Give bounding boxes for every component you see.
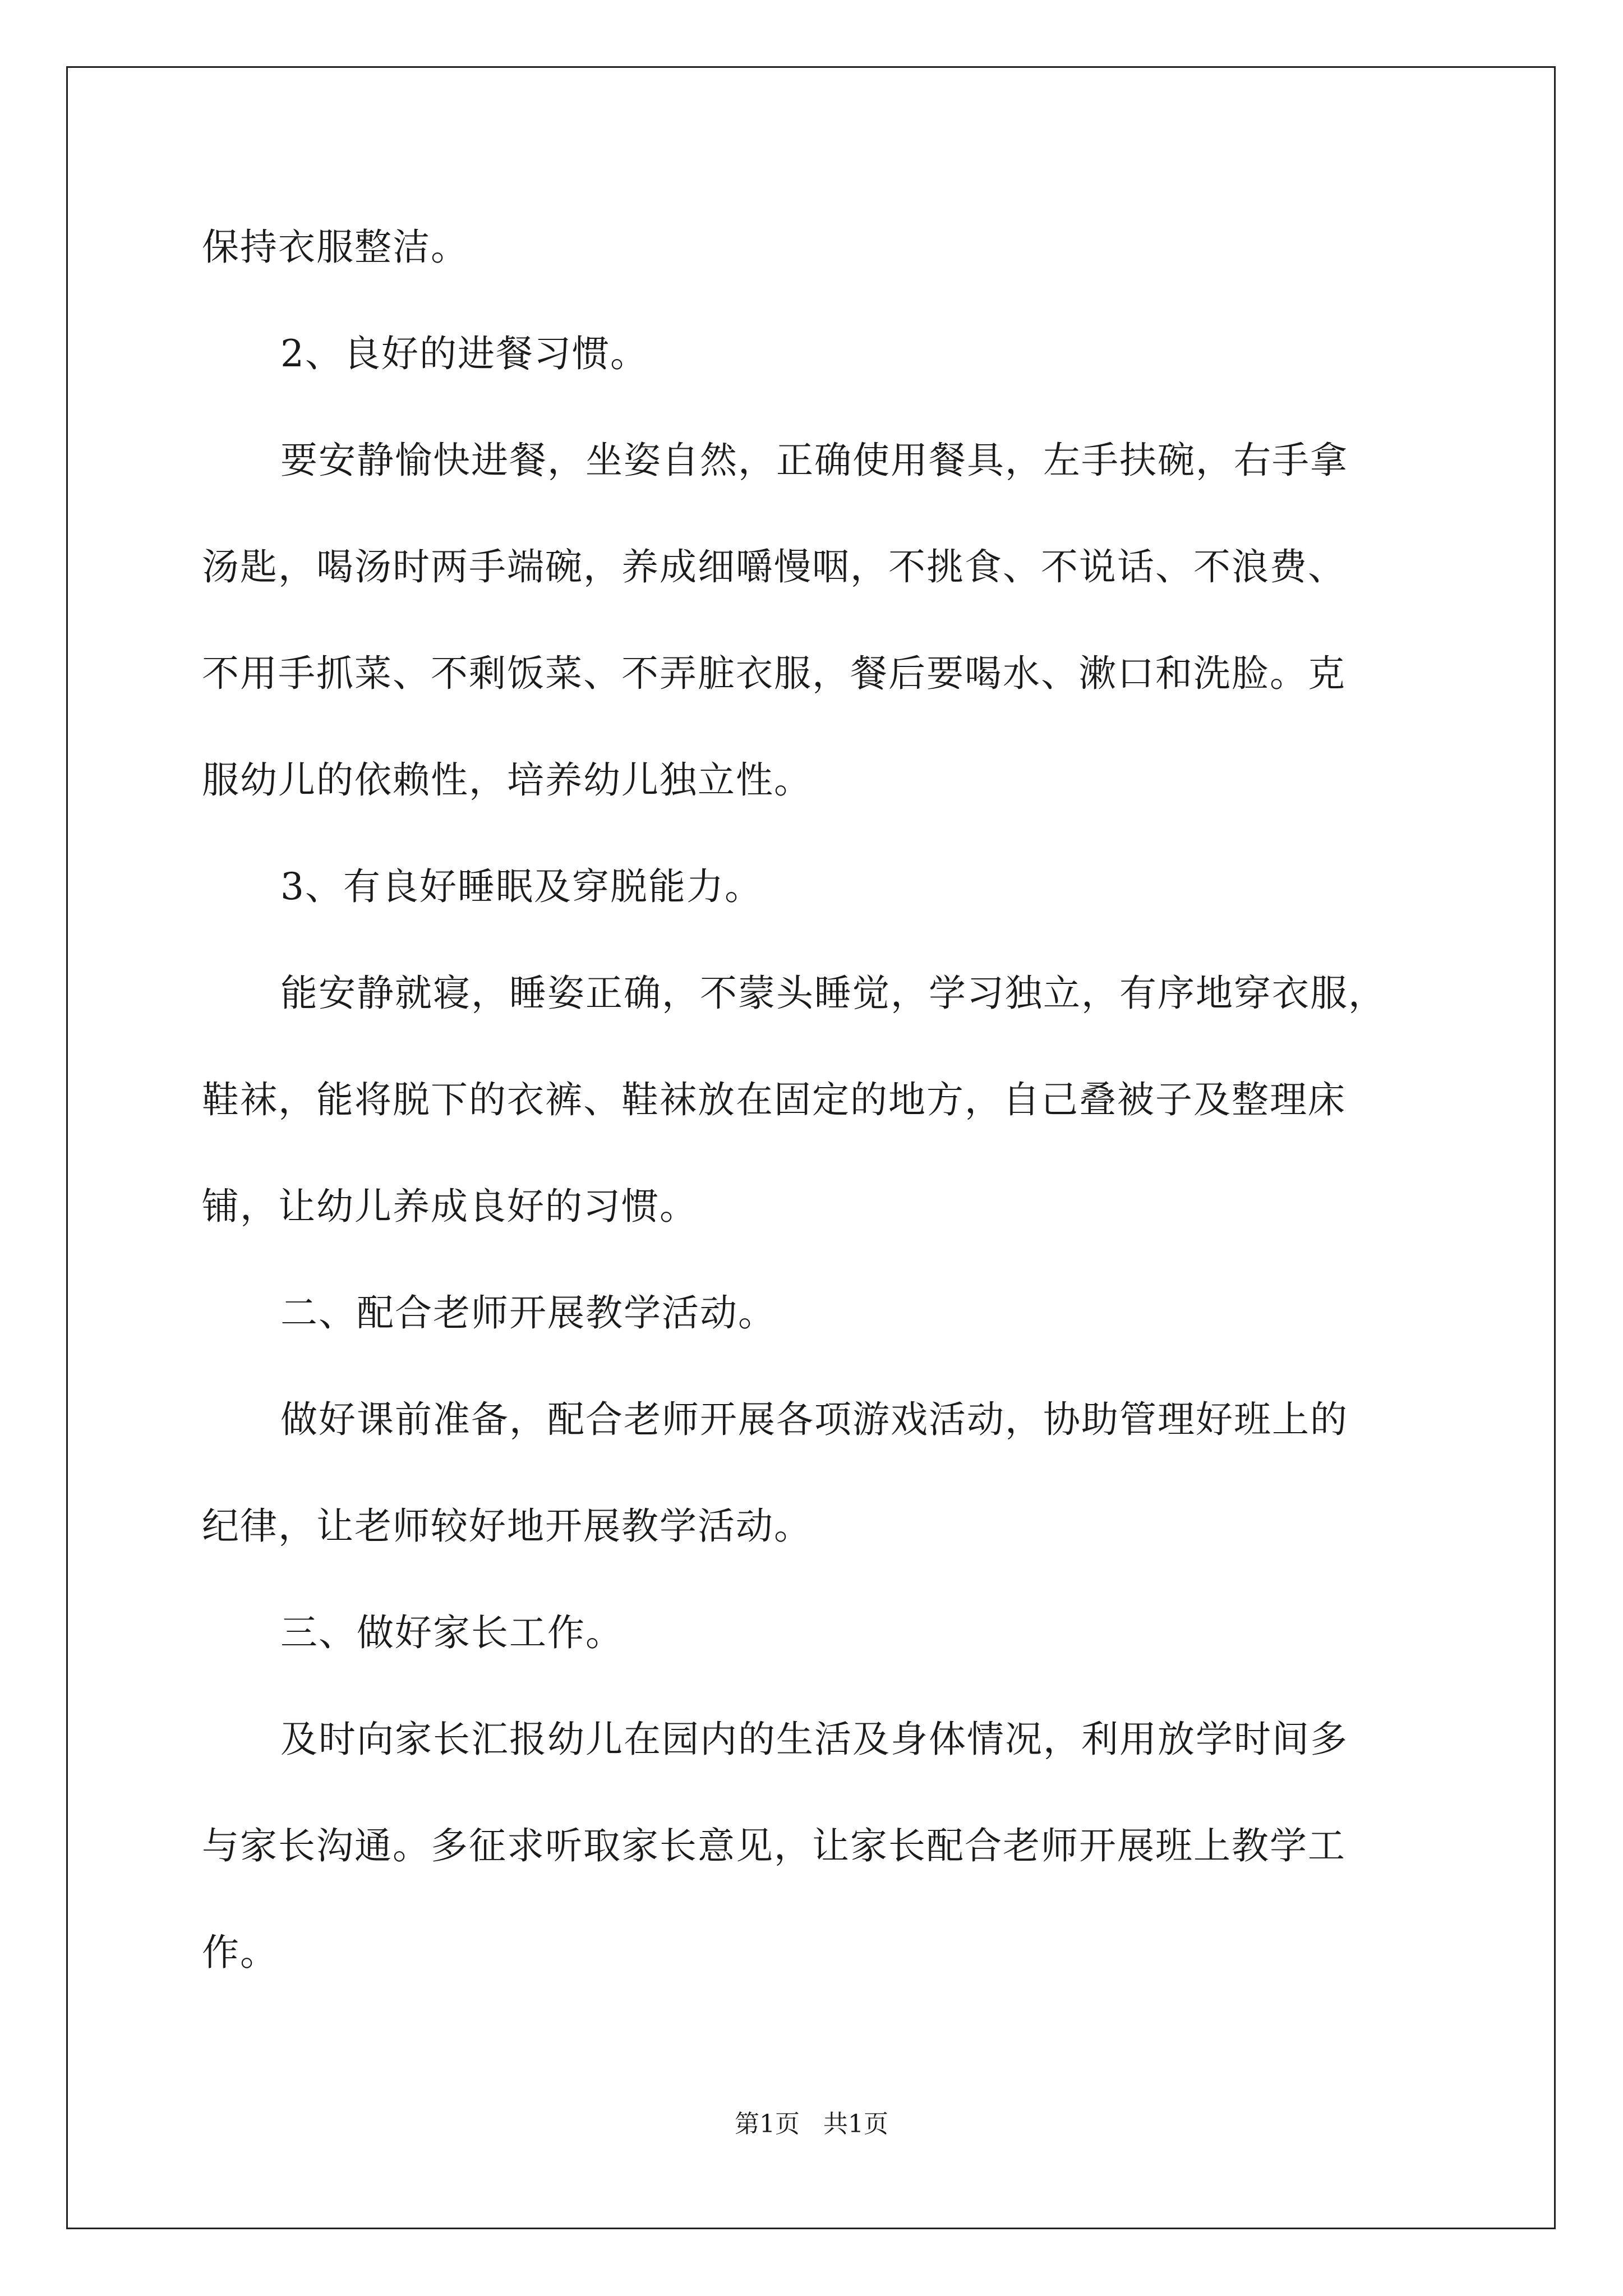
section-heading: 三、做好家长工作。: [280, 1611, 624, 1654]
body-line: 鞋袜，能将脱下的衣裤、鞋袜放在固定的地方，自己叠被子及整理床: [202, 1078, 1346, 1121]
section-heading: 2、良好的进餐习惯。: [280, 332, 648, 375]
body-line: 纪律，让老师较好地开展教学活动。: [202, 1504, 812, 1548]
body-line: 保持衣服整洁。: [202, 226, 469, 269]
page-border: [66, 66, 1556, 2229]
page-footer: 第1页 共1页: [735, 2110, 888, 2138]
body-line: 汤匙，喝汤时两手端碗，养成细嚼慢咽，不挑食、不说话、不浪费、: [202, 545, 1346, 588]
body-line: 铺，让幼儿养成良好的习惯。: [202, 1185, 698, 1228]
body-line: 不用手抓菜、不剩饭菜、不弄脏衣服，餐后要喝水、漱口和洗脸。克: [202, 652, 1346, 695]
body-line: 及时向家长汇报幼儿在园内的生活及身体情况，利用放学时间多: [280, 1718, 1348, 1761]
body-line: 服幼儿的依赖性，培养幼儿独立性。: [202, 758, 812, 802]
body-line: 要安静愉快进餐，坐姿自然，正确使用餐具，左手扶碗，右手拿: [280, 439, 1348, 482]
section-heading: 3、有良好睡眠及穿脱能力。: [280, 865, 763, 908]
body-line: 做好课前准备，配合老师开展各项游戏活动，协助管理好班上的: [280, 1398, 1348, 1441]
body-line: 与家长沟通。多征求听取家长意见，让家长配合老师开展班上教学工: [202, 1824, 1346, 1867]
body-line: 作。: [202, 1931, 278, 1974]
section-heading: 二、配合老师开展教学活动。: [280, 1291, 776, 1335]
body-line: 能安静就寝，睡姿正确，不蒙头睡觉，学习独立，有序地穿衣服，: [280, 972, 1386, 1015]
